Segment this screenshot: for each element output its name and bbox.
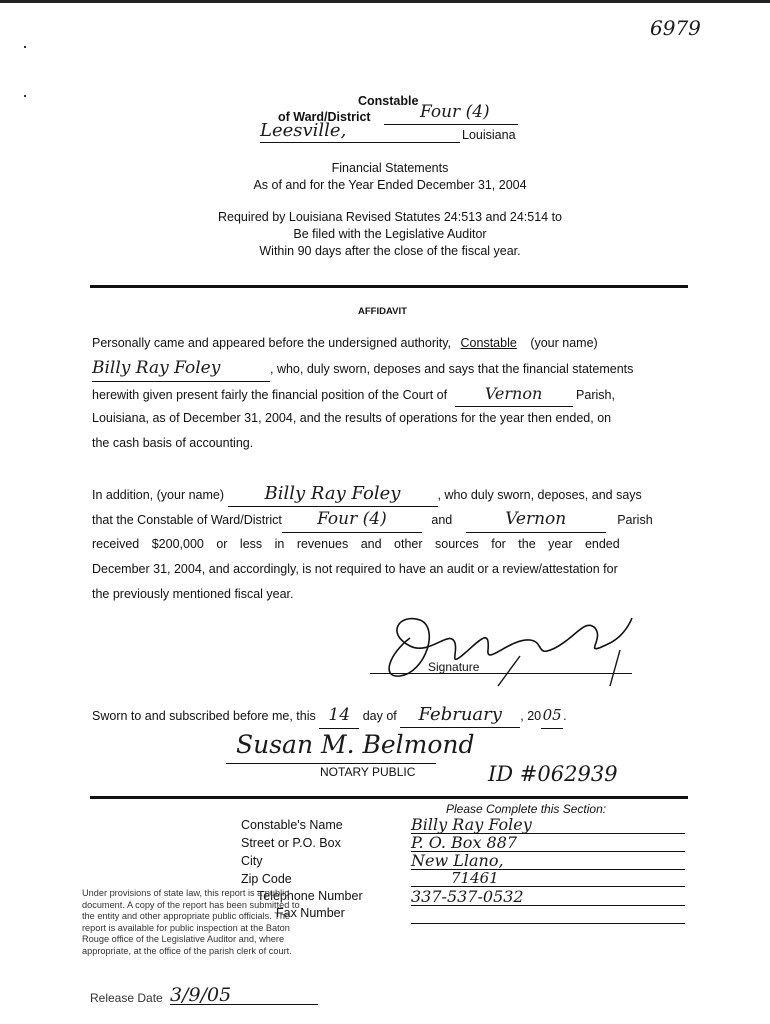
financial-statements-period: As of and for the Year Ended December 31, 2004 xyxy=(253,178,527,192)
sworn-day-label: day of xyxy=(362,709,397,723)
notary-signature: Susan M. Belmond xyxy=(236,730,475,759)
p2-line1-tail: , who duly sworn, deposes, and says xyxy=(437,488,642,502)
legal-note-line: Rouge office of the Legislative Auditor and, where xyxy=(82,934,285,944)
top-scan-edge xyxy=(0,0,770,3)
sworn-year-field: 05 xyxy=(541,703,563,729)
p1-line1-text: Personally came and appeared before the undersigned authority, xyxy=(92,336,452,350)
affidavit-p1-line4: Louisiana, as of December 31, 2004, and the results of operations for the year then ended, on xyxy=(92,411,612,425)
state-label: Louisiana xyxy=(462,128,516,142)
sworn-year-suffix: . xyxy=(563,709,567,723)
notary-label: NOTARY PUBLIC xyxy=(320,765,416,779)
p2-line1-text: In addition, (your name) xyxy=(92,488,225,502)
affidavit-p1-line1 xyxy=(92,331,692,356)
requirement-line-1: Required by Louisiana Revised Statutes 24:513 and 24:514 to xyxy=(218,210,562,224)
contact-value-street: P. O. Box 887 xyxy=(411,833,685,852)
p1-line2-text: , who, duly sworn, deposes and says that the financial statements xyxy=(270,362,634,376)
p1-name-field: Billy Ray Foley xyxy=(92,356,270,382)
p1-line1-hint: (your name) xyxy=(530,336,598,350)
affidavit-p1-line3 xyxy=(92,381,692,408)
requirement-line-2: Be filed with the Legislative Auditor xyxy=(293,227,487,241)
legal-note-line: document. A copy of the report has been submitted to xyxy=(82,899,300,910)
sworn-line xyxy=(92,702,692,729)
legal-note-line: Under provisions of state law, this report is a public xyxy=(82,888,289,898)
sworn-day-field: 14 xyxy=(319,703,359,729)
affidavit-heading: AFFIDAVIT xyxy=(358,306,407,317)
sworn-year-prefix: , 20 xyxy=(520,709,542,723)
p1-line1-title: Constable xyxy=(460,336,517,350)
scan-speck xyxy=(24,46,26,48)
contact-label-city: City xyxy=(241,854,263,868)
scan-speck xyxy=(24,95,26,97)
please-complete-label: Please Complete this Section: xyxy=(446,802,607,816)
p2-and: and xyxy=(431,513,453,527)
p2-line2-text: that the Constable of Ward/District xyxy=(92,513,282,527)
p2-name-field: Billy Ray Foley xyxy=(228,481,438,507)
contact-value-fax xyxy=(411,905,685,924)
affidavit-p2-line3: received $200,000 or less in revenues and other sources for the year ended xyxy=(92,537,620,551)
sworn-month-field: February xyxy=(400,702,520,728)
legal-note-line: the entity and other appropriate public officials. The xyxy=(82,911,291,921)
p2-ward-field: Four (4) xyxy=(282,507,422,533)
p1-line3-text: herewith given present fairly the financial position of the Court of xyxy=(92,388,448,402)
affidavit-p2-line5: the previously mentioned fiscal year. xyxy=(92,587,294,601)
section-divider-top xyxy=(90,285,688,288)
notary-line xyxy=(226,763,436,764)
p2-parish-field: Vernon xyxy=(466,507,606,533)
city-field xyxy=(260,120,460,143)
contact-value-name: Billy Ray Foley xyxy=(411,815,685,834)
requirement-line-3: Within 90 days after the close of the fiscal year. xyxy=(259,244,521,258)
contact-label-fax: Fax Number xyxy=(276,906,345,920)
signature-line xyxy=(370,673,632,674)
section-divider-bottom xyxy=(90,796,688,799)
legal-note-line: report is available for public inspection at the Baton xyxy=(82,922,290,933)
header-title: Constable xyxy=(358,94,419,108)
ward-label: of Ward/District xyxy=(278,110,371,124)
p1-parish-field: Vernon xyxy=(455,381,573,407)
contact-value-zip: 71461 xyxy=(411,869,685,887)
constable-signature-image xyxy=(370,598,640,688)
ward-value: Four (4) xyxy=(420,102,490,122)
p2-parish-label: Parish xyxy=(617,513,653,527)
signature-label: Signature xyxy=(428,660,480,674)
legal-note-line: appropriate, at the office of the parish clerk of court. xyxy=(82,945,292,956)
release-date-value: 3/9/05 xyxy=(170,984,318,1005)
affidavit-p2-line4: December 31, 2004, and accordingly, is not required to have an audit or a review/attestation for xyxy=(92,562,618,576)
contact-label-street: Street or P.O. Box xyxy=(241,836,341,850)
contact-label-name: Constable's Name xyxy=(241,818,343,832)
ward-field xyxy=(384,102,518,125)
affidavit-p1-line5: the cash basis of accounting. xyxy=(92,436,254,450)
contact-value-phone: 337-537-0532 xyxy=(411,887,685,906)
p1-parish-label: Parish, xyxy=(576,388,615,402)
contact-label-zip: Zip Code xyxy=(241,872,292,886)
contact-value-city: New Llano, xyxy=(411,851,685,870)
notary-id: ID #062939 xyxy=(488,762,618,786)
affidavit-p1-line2 xyxy=(92,356,692,382)
contact-label-phone: Telephone Number xyxy=(257,889,363,903)
release-date-label: Release Date xyxy=(90,991,163,1005)
affidavit-p2-line2 xyxy=(92,507,692,533)
financial-statements-title: Financial Statements xyxy=(331,161,449,175)
sworn-text: Sworn to and subscribed before me, this xyxy=(92,709,316,723)
city-value: Leesville, xyxy=(260,120,347,141)
affidavit-p2-line1 xyxy=(92,481,692,508)
legal-note xyxy=(82,888,342,957)
document-number: 6979 xyxy=(650,16,701,40)
